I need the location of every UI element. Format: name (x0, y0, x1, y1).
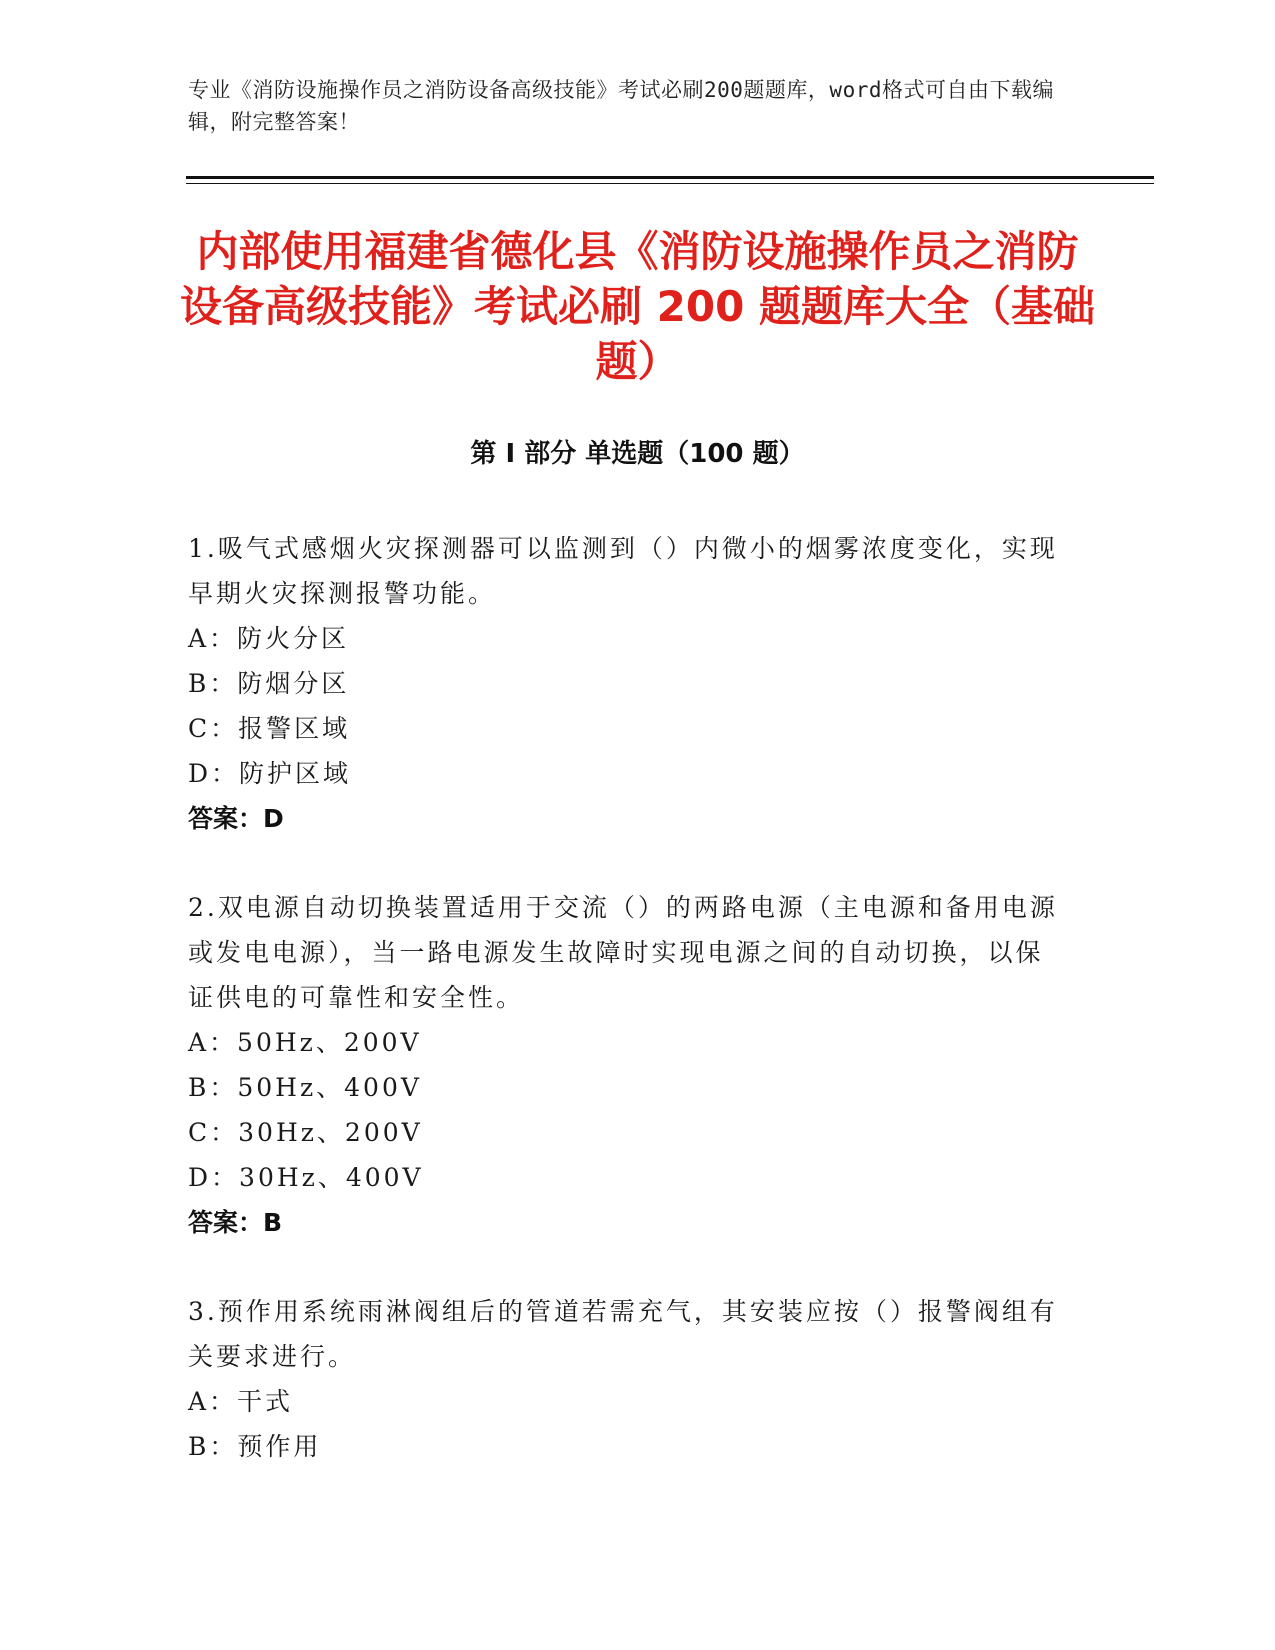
question-list (188, 526, 1068, 1513)
option-a: A：防火分区 (188, 624, 350, 653)
answer: 答案：D (188, 804, 284, 833)
question-1 (188, 526, 1068, 841)
option-c: C：报警区域 (188, 714, 351, 743)
question-3 (188, 1289, 1068, 1469)
option-a: A：50Hz、200V (188, 1028, 422, 1057)
header-divider-thin (186, 183, 1154, 184)
option-c: C：30Hz、200V (188, 1118, 423, 1147)
section-heading: 第 I 部分 单选题（100 题） (470, 439, 805, 469)
question-2 (188, 885, 1068, 1245)
option-b: B：预作用 (188, 1432, 322, 1461)
option-a: A：干式 (188, 1387, 294, 1416)
question-stem: 3.预作用系统雨淋阀组后的管道若需充气，其安装应按（）报警阀组有关要求进行。 (188, 1297, 1058, 1371)
question-stem: 2.双电源自动切换装置适用于交流（）的两路电源（主电源和备用电源或发电电源），当一路电源发生故障时实现电源之间的自动切换，以保证供电的可靠性和安全性。 (188, 893, 1058, 1012)
option-d: D：防护区域 (188, 759, 352, 788)
option-b: B：50Hz、400V (188, 1073, 422, 1102)
answer: 答案：B (188, 1208, 283, 1237)
document-title: 内部使用福建省德化县《消防设施操作员之消防设备高级技能》考试必刷 200 题题库大全（基础题） (180, 227, 1095, 386)
option-b: B：防烟分区 (188, 669, 350, 698)
option-d: D：30Hz、400V (188, 1163, 424, 1192)
question-stem: 1.吸气式感烟火灾探测器可以监测到（）内微小的烟雾浓度变化，实现早期火灾探测报警功能。 (188, 534, 1058, 608)
header-divider-thick (186, 176, 1154, 179)
header-note: 专业《消防设施操作员之消防设备高级技能》考试必刷200题题库，word格式可自由下载编辑，附完整答案！ (188, 78, 1054, 134)
